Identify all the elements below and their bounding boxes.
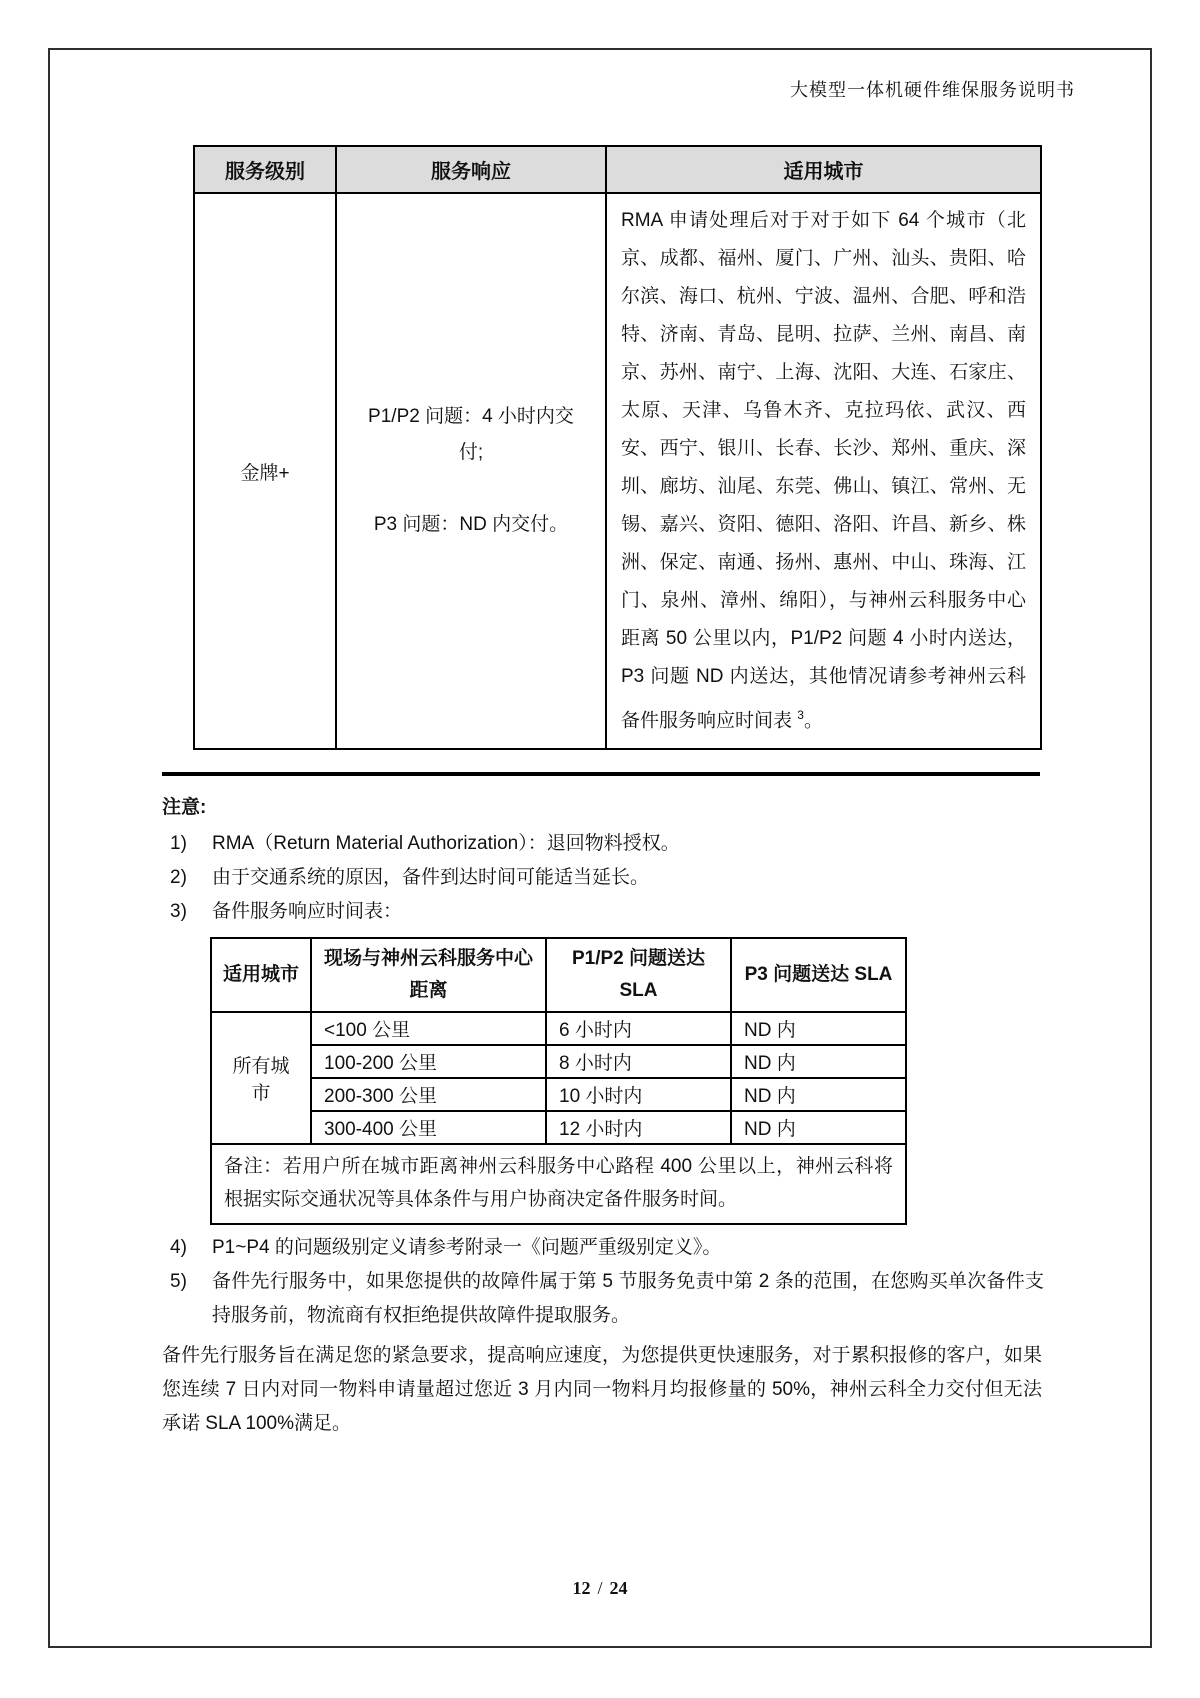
header-service-level: 服务级别 <box>194 146 336 193</box>
service-level-value: 金牌+ <box>194 193 336 749</box>
note-item-1 <box>170 827 1200 861</box>
page-number-separator: / <box>597 1578 603 1598</box>
note-text: 备件先行服务中，如果您提供的故障件属于第 5 节服务免责中第 2 条的范围，在您购买单次备件支持服务前，物流商有权拒绝提供故障件提取服务。 <box>212 1271 1044 1327</box>
distance-value: 300-400 公里 <box>311 1111 546 1144</box>
table-remark-row <box>211 1144 906 1224</box>
note-item-4 <box>170 1231 1200 1265</box>
note-number: 2) <box>170 867 187 889</box>
service-response-value <box>336 193 606 749</box>
applicable-cities-value <box>606 193 1041 749</box>
notes-title: 注意: <box>162 797 207 819</box>
note-item-3 <box>170 895 1200 929</box>
cities-text: RMA 申请处理后对于对于如下 64 个城市（北京、成都、福州、厦门、广州、汕头、贵阳、哈尔滨、海口、杭州、宁波、温州、合肥、呼和浩特、济南、青岛、昆明、拉萨、兰州、南昌、南京、苏州、南宁、上海、沈阳、大连、石家庄、太原、天津、乌鲁木齐、克拉玛依、武汉、西安、西宁、银川、长春、长沙、郑州、重庆、深圳、廊坊、汕尾、东莞、佛山、镇江、常州、无锡、嘉兴、资阳、德阳、洛阳、许昌、新乡、株洲、保定、南通、扬州、惠州、中山、珠海、江门、泉州、漳州、绵阳），与神州云科服务中心距离 50 公里以内，P1/P2 问题 4 小时内送达，P3 问题 ND 内送达，其他情况请参考神州云科备件服务响应时间表 <box>621 210 1026 732</box>
distance-value: 200-300 公里 <box>311 1078 546 1111</box>
document-title: 大模型一体机硬件维保服务说明书 <box>790 80 1075 100</box>
footnote-ref-3: 3 <box>797 708 804 722</box>
table-row <box>194 193 1041 749</box>
header-city-scope: 适用城市 <box>211 938 311 1012</box>
p3-sla-value: ND 内 <box>731 1111 906 1144</box>
page-footer <box>0 1578 1200 1599</box>
note-number: 5) <box>170 1271 187 1293</box>
p1p2-sla-value: 10 小时内 <box>546 1078 731 1111</box>
cities-text-end: 。 <box>803 710 823 732</box>
p1p2-sla-value: 12 小时内 <box>546 1111 731 1144</box>
note-item-5 <box>170 1265 1200 1333</box>
notes-list-top <box>0 827 1200 929</box>
header-service-response: 服务响应 <box>336 146 606 193</box>
p3-sla-value: ND 内 <box>731 1012 906 1045</box>
closing-paragraph: 备件先行服务旨在满足您的紧急要求，提高响应速度，为您提供更快速服务，对于累积报修的客户，如果您连续 7 日内对同一物料申请量超过您近 3 月内同一物料月均报修量的 50%，神州云科全力交付但无法承诺 SLA 100%满足。 <box>162 1345 1042 1435</box>
note-text: 备件服务响应时间表： <box>212 901 403 923</box>
header-applicable-cities: 适用城市 <box>606 146 1041 193</box>
table-row <box>211 1045 906 1078</box>
table-row <box>211 1012 906 1045</box>
table-row <box>211 1078 906 1111</box>
header-distance: 现场与神州云科服务中心距离 <box>311 938 546 1012</box>
note-text: P1~P4 的问题级别定义请参考附录一《问题严重级别定义》。 <box>212 1237 722 1259</box>
p1p2-sla-value: 8 小时内 <box>546 1045 731 1078</box>
distance-value: <100 公里 <box>311 1012 546 1045</box>
table-header-row <box>211 938 906 1012</box>
note-number: 1) <box>170 833 187 855</box>
note-number: 4) <box>170 1237 187 1259</box>
note-item-2 <box>170 861 1200 895</box>
section-divider <box>162 772 1040 776</box>
header-p1p2-sla: P1/P2 问题送达 SLA <box>546 938 731 1012</box>
table-remark: 备注：若用户所在城市距离神州云科服务中心路程 400 公里以上，神州云科将根据实际交通状况等具体条件与用户协商决定备件服务时间。 <box>211 1144 906 1224</box>
note-number: 3) <box>170 901 187 923</box>
page-content <box>0 145 1200 1441</box>
sla-response-table <box>210 937 907 1225</box>
p3-sla-value: ND 内 <box>731 1078 906 1111</box>
table-row <box>211 1111 906 1144</box>
note-text: RMA（Return Material Authorization）：退回物料授权。 <box>212 833 680 855</box>
notes-list-bottom <box>0 1231 1200 1333</box>
city-scope-value: 所有城市 <box>211 1012 311 1144</box>
p1p2-sla-value: 6 小时内 <box>546 1012 731 1045</box>
response-line-p3: P3 问题：ND 内交付。 <box>373 514 569 536</box>
header-p3-sla: P3 问题送达 SLA <box>731 938 906 1012</box>
service-level-table <box>193 145 1042 750</box>
page-number: 12 <box>572 1578 591 1598</box>
total-pages: 24 <box>609 1578 628 1598</box>
distance-value: 100-200 公里 <box>311 1045 546 1078</box>
p3-sla-value: ND 内 <box>731 1045 906 1078</box>
table-header-row <box>194 146 1041 193</box>
response-line-p1p2: P1/P2 问题：4 小时内交付; <box>368 406 574 464</box>
note-text: 由于交通系统的原因，备件到达时间可能适当延长。 <box>212 867 650 889</box>
